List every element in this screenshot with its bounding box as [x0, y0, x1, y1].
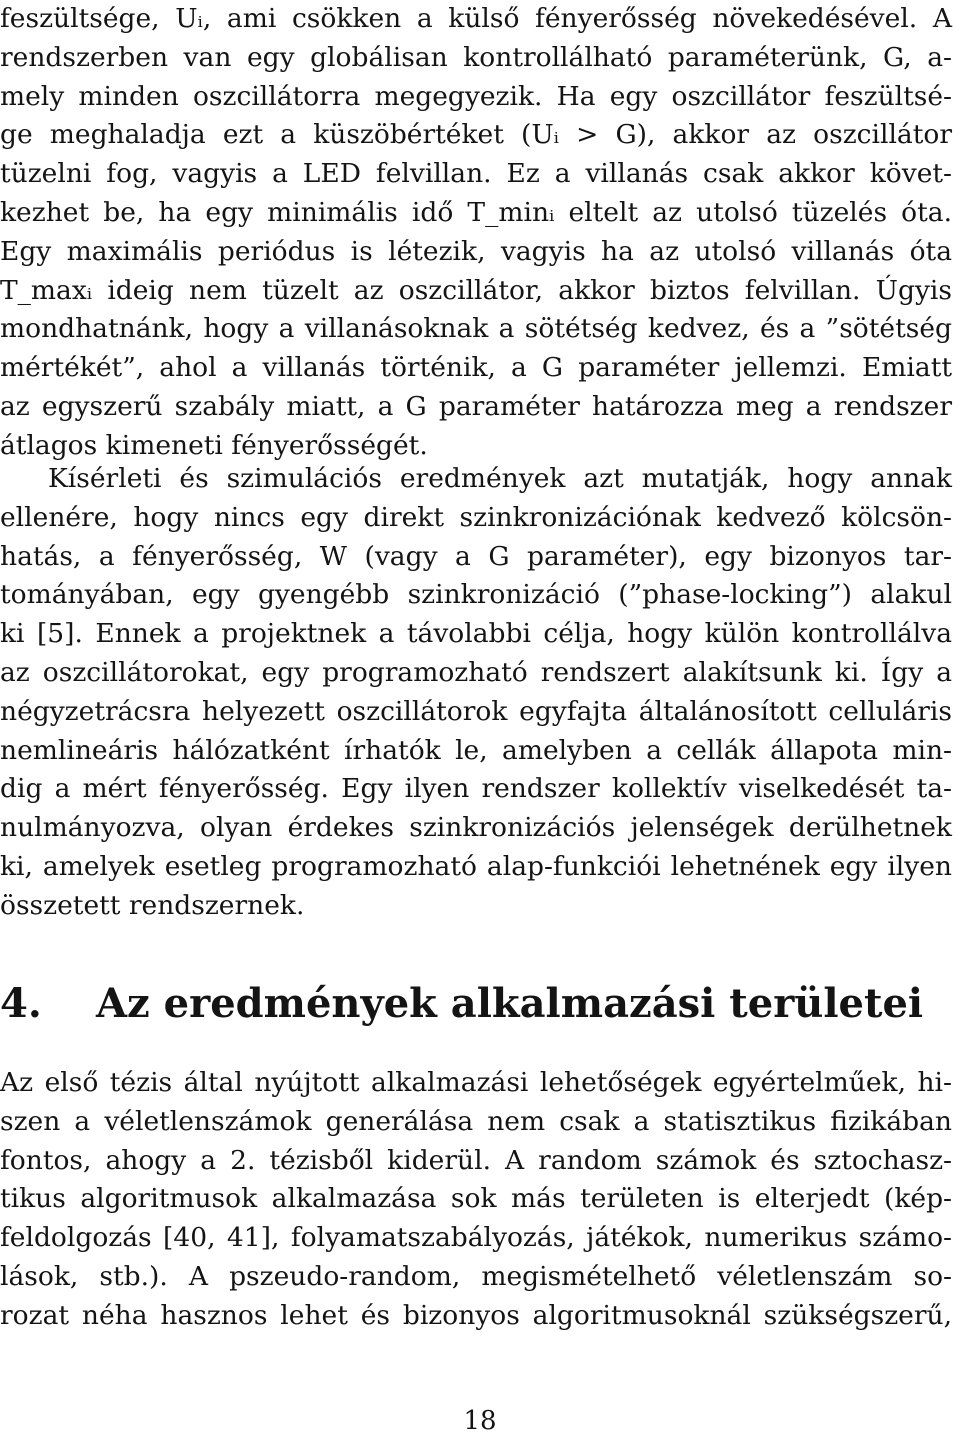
- text-line: ki, amelyek esetleg programozható alap-funkciói lehetnének egy ilyen: [0, 850, 952, 882]
- text-line: négyzetrácsra helyezett oszcillátorok egyfajta általánosított celluláris: [0, 695, 952, 727]
- text-line: feszültsége, Uᵢ, ami csökken a külső fényerősség növekedésével. A: [0, 3, 952, 34]
- text-line: mondhatnánk, hogy a villanásoknak a sötétség kedvez, és a ”sötétség: [0, 313, 952, 345]
- text-line: Kísérleti és szimulációs eredmények azt mutatják, hogy annak: [48, 463, 952, 494]
- text-line: tüzelni fog, vagyis a LED felvillan. Ez a villanás csak akkor követ-: [0, 158, 952, 190]
- body-paragraph-applications: [0, 1064, 952, 1336]
- text-line: T_maxᵢ ideig nem tüzelt az oszcillátor, akkor biztos felvillan. Úgyis: [0, 274, 952, 306]
- text-line: hatás, a fényerősség, W (vagy a G paraméter), egy bizonyos tar-: [0, 540, 952, 572]
- text-line: tományában, egy gyengébb szinkronizáció (”phase-locking”) alakul: [0, 579, 952, 611]
- text-line: rendszerben van egy globálisan kontrollálható paraméterünk, G, a-: [0, 41, 952, 73]
- text-line: az oszcillátorokat, egy programozható rendszert alakítsunk ki. Így a: [0, 656, 952, 688]
- text-line: mértékét”, ahol a villanás történik, a G paraméter jellemzi. Emiatt: [0, 352, 952, 384]
- text-line: nulmányozva, olyan érdekes szinkronizációs jelenségek derülhetnek: [0, 812, 952, 844]
- text-line: feldolgozás [40, 41], folyamatszabályozás, játékok, numerikus számo-: [0, 1222, 952, 1254]
- text-line: ellenére, hogy nincs egy direkt szinkronizációnak kedvező kölcsön-: [0, 501, 952, 533]
- text-line: ge meghaladja ezt a küszöbértéket (Uᵢ > G), akkor az oszcillátor: [0, 119, 952, 151]
- text-line: mely minden oszcillátorra megegyezik. Ha egy oszcillátor feszültsé-: [0, 80, 952, 112]
- section-heading: [0, 978, 952, 1030]
- text-line: szen a véletlenszámok generálása nem csak a statisztikus fizikában: [0, 1105, 952, 1137]
- page-number: 18: [463, 1406, 497, 1436]
- text-line: átlagos kimeneti fényerősségét.: [0, 429, 428, 461]
- text-line: összetett rendszernek.: [0, 889, 305, 921]
- text-line: tikus algoritmusok alkalmazása sok más területen is elterjedt (kép-: [0, 1183, 952, 1215]
- text-line: Az első tézis által nyújtott alkalmazási lehetőségek egyértelműek, hi-: [0, 1067, 952, 1098]
- section-number: 4.: [0, 980, 42, 1027]
- text-line: Egy maximális periódus is létezik, vagyis ha az utolsó villanás óta: [0, 235, 952, 267]
- text-line: nemlineáris hálózatként írhatók le, amelyben a cellák állapota min-: [0, 734, 952, 766]
- text-line: az egyszerű szabály miatt, a G paraméter határozza meg a rendszer: [0, 390, 952, 422]
- text-line: rozat néha hasznos lehet és bizonyos algoritmusoknál szükségszerű,: [0, 1299, 952, 1331]
- body-paragraph-experimental-results: [0, 460, 952, 926]
- text-line: dig a mért fényerősség. Egy ilyen rendszer kollektív viselkedését ta-: [0, 773, 952, 805]
- text-line: lások, stb.). A pszeudo-random, megismételhető véletlenszám so-: [0, 1260, 952, 1292]
- body-paragraph-oscillator-model: [0, 0, 952, 466]
- text-line: fontos, ahogy a 2. tézisből kiderül. A random számok és sztochasz-: [0, 1144, 952, 1176]
- text-line: ki [5]. Ennek a projektnek a távolabbi célja, hogy külön kontrollálva: [0, 618, 952, 650]
- section-title: Az eredmények alkalmazási területei: [96, 980, 924, 1027]
- text-line: kezhet be, ha egy minimális idő T_minᵢ eltelt az utolsó tüzelés óta.: [0, 196, 952, 228]
